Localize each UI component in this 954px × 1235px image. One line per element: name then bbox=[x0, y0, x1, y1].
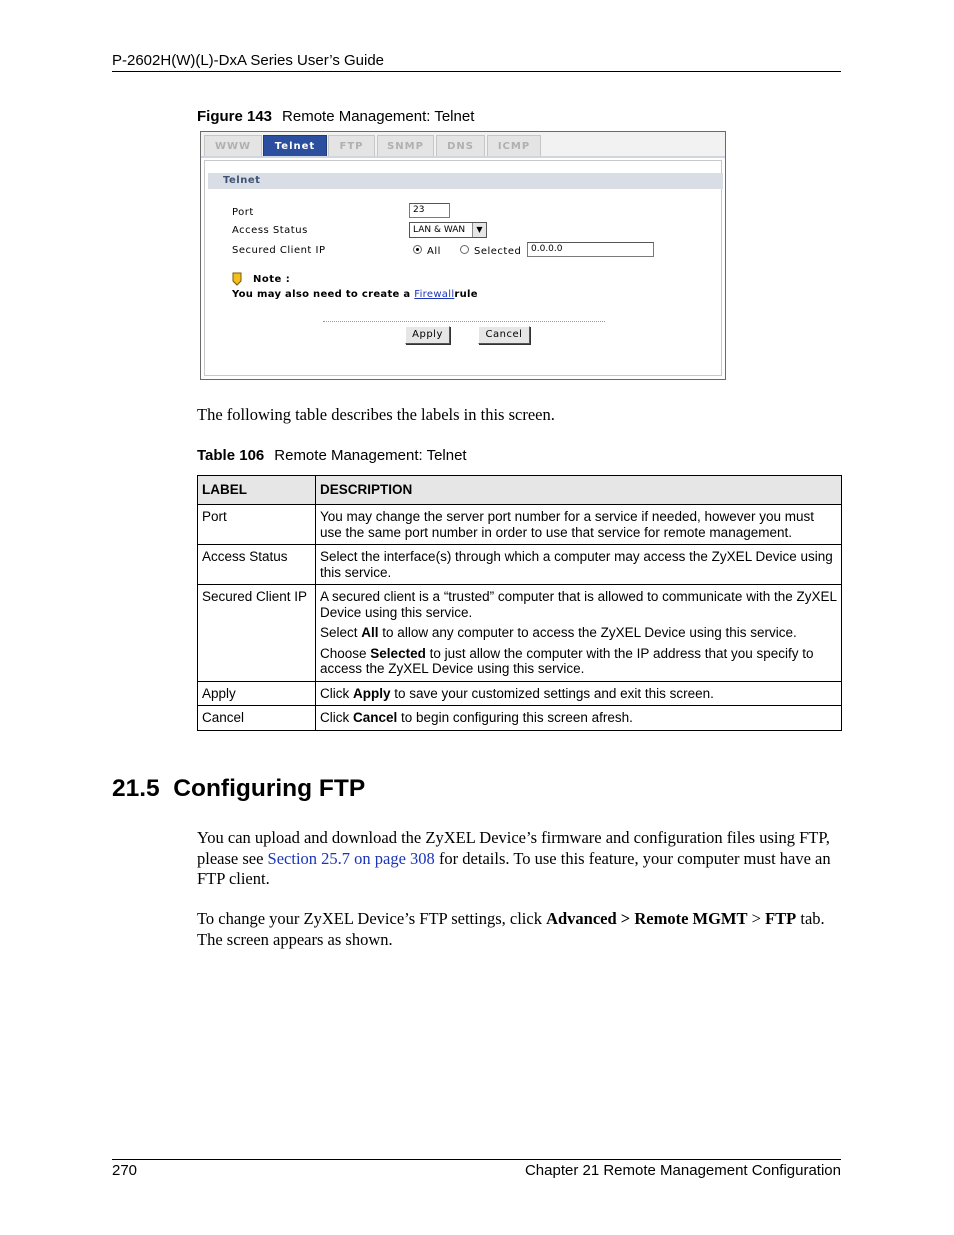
para-text: > bbox=[747, 909, 766, 928]
desc-bold: Apply bbox=[353, 685, 391, 701]
access-status-label: Access Status bbox=[232, 225, 308, 236]
apply-button[interactable]: Apply bbox=[405, 326, 450, 344]
table-row bbox=[198, 706, 842, 731]
port-label: Port bbox=[232, 207, 254, 218]
para-text: To change your ZyXEL Device’s FTP settings, click bbox=[197, 909, 547, 928]
para-text: tab. The screen appears as shown. bbox=[197, 909, 825, 949]
note-text bbox=[232, 289, 478, 300]
row-label: Secured Client IP bbox=[198, 585, 316, 682]
tab-snmp[interactable]: SNMP bbox=[377, 135, 434, 156]
chevron-down-icon[interactable]: ▼ bbox=[472, 223, 486, 237]
desc-bold: Selected bbox=[370, 645, 426, 661]
port-input[interactable]: 23 bbox=[409, 203, 450, 218]
secured-client-ip-label: Secured Client IP bbox=[232, 245, 326, 256]
telnet-screenshot bbox=[200, 131, 726, 380]
table-header-row bbox=[198, 476, 842, 505]
row-label: Port bbox=[198, 505, 316, 545]
table-row bbox=[198, 505, 842, 545]
radio-all-label: All bbox=[427, 246, 441, 257]
row-description bbox=[316, 681, 842, 706]
access-status-select[interactable] bbox=[409, 222, 487, 238]
description-table bbox=[197, 475, 842, 731]
section-paragraph bbox=[197, 909, 842, 950]
note-label: Note : bbox=[253, 274, 291, 285]
row-label: Apply bbox=[198, 681, 316, 706]
header-description: DESCRIPTION bbox=[316, 476, 842, 505]
desc-text: Choose bbox=[320, 645, 371, 661]
desc-bold: Cancel bbox=[353, 710, 398, 725]
tab-dns[interactable]: DNS bbox=[436, 135, 485, 156]
tab-bar bbox=[201, 132, 725, 158]
desc-bold: All bbox=[361, 625, 379, 640]
figure-title: Remote Management: Telnet bbox=[282, 108, 475, 125]
row-label: Cancel bbox=[198, 706, 316, 731]
desc-paragraph bbox=[320, 646, 837, 677]
section-link[interactable]: Section 25.7 on page 308 bbox=[267, 848, 435, 868]
firewall-link[interactable]: Firewall bbox=[414, 289, 455, 300]
table-title: Remote Management: Telnet bbox=[274, 447, 467, 464]
desc-text: Select bbox=[320, 625, 362, 640]
row-description bbox=[316, 706, 842, 731]
footer-rule bbox=[112, 1159, 841, 1160]
table-caption bbox=[197, 447, 467, 464]
desc-paragraph: A secured client is a “trusted” computer that is allowed to communicate with the ZyXEL Device using this service. bbox=[320, 589, 837, 620]
tab-www[interactable]: WWW bbox=[204, 135, 262, 156]
section-heading: 21.5 Configuring FTP bbox=[112, 775, 366, 802]
table-row bbox=[198, 585, 842, 682]
row-description bbox=[316, 585, 842, 682]
desc-text: to allow any computer to access the ZyXEL Device using this service. bbox=[378, 625, 797, 640]
desc-text: Click bbox=[320, 685, 353, 701]
content-frame bbox=[204, 160, 722, 376]
note-icon bbox=[232, 272, 242, 286]
radio-selected[interactable] bbox=[460, 245, 469, 254]
radio-all[interactable] bbox=[413, 245, 422, 254]
radio-selected-label: Selected bbox=[474, 246, 522, 257]
tab-ftp[interactable]: FTP bbox=[328, 135, 375, 156]
access-status-value: LAN & WAN bbox=[413, 225, 466, 235]
menu-path: Advanced > Remote MGMT bbox=[546, 909, 748, 928]
row-description: You may change the server port number for a service if needed, however you must use the same port number in order to use that service for remote management. bbox=[316, 505, 842, 545]
desc-text: to save your customized settings and exit this screen. bbox=[390, 685, 714, 701]
divider bbox=[323, 321, 605, 322]
desc-text: to just allow the computer with the IP address that you specify to access the ZyXEL Device using this service. bbox=[320, 645, 814, 676]
desc-text: Click bbox=[320, 710, 353, 725]
figure-number: Figure 143 bbox=[197, 108, 273, 125]
desc-paragraph bbox=[320, 625, 837, 641]
client-ip-input[interactable]: 0.0.0.0 bbox=[527, 242, 654, 257]
table-intro: The following table describes the labels in this screen. bbox=[197, 405, 555, 424]
running-header: P-2602H(W)(L)-DxA Series User’s Guide bbox=[112, 52, 385, 69]
row-label: Access Status bbox=[198, 545, 316, 585]
tab-icmp[interactable]: ICMP bbox=[487, 135, 541, 156]
desc-text: to begin configuring this screen afresh. bbox=[397, 710, 633, 725]
table-row bbox=[198, 545, 842, 585]
para-text: You can upload and download the ZyXEL Device’s firmware and configuration files using FTP, please see bbox=[197, 828, 830, 868]
table-number: Table 106 bbox=[197, 447, 265, 464]
section-paragraph bbox=[197, 828, 842, 890]
header-rule bbox=[112, 71, 841, 72]
note-text-before: You may also need to create a bbox=[232, 289, 411, 300]
figure-caption bbox=[197, 108, 474, 125]
row-description: Select the interface(s) through which a computer may access the ZyXEL Device using this service. bbox=[316, 545, 842, 585]
section-title-bar: Telnet bbox=[208, 173, 723, 189]
cancel-button[interactable]: Cancel bbox=[478, 326, 530, 344]
chapter-title: Chapter 21 Remote Management Configuration bbox=[524, 1162, 841, 1179]
table-row bbox=[198, 681, 842, 706]
page-number: 270 bbox=[112, 1162, 138, 1179]
para-text: for details. To use this feature, your computer must have an FTP client. bbox=[197, 848, 831, 888]
tab-name: FTP bbox=[765, 909, 797, 928]
tab-telnet[interactable]: Telnet bbox=[263, 135, 327, 156]
header-label: LABEL bbox=[198, 476, 316, 505]
note-text-after: rule bbox=[454, 289, 478, 300]
